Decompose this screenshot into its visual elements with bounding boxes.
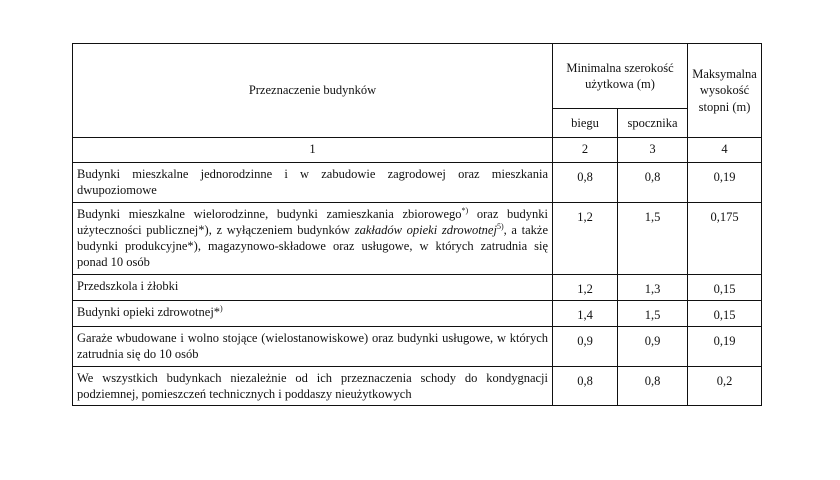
cell-step-height: 0,175 bbox=[688, 202, 762, 274]
row-description bbox=[73, 163, 553, 203]
description-text: We wszystkich budynkach niezależnie od ich przeznaczenia schody do kondygnacji podziemnej, pomieszczeń technicznych i poddaszy nieużytkowych bbox=[77, 370, 548, 401]
table-row bbox=[73, 274, 762, 300]
cell-step-height: 0,19 bbox=[688, 163, 762, 203]
table-body bbox=[73, 163, 762, 406]
footnote-ref: ) bbox=[220, 303, 223, 313]
column-number: 4 bbox=[688, 138, 762, 163]
description-text: Budynki opieki zdrowotnej* bbox=[77, 304, 221, 319]
column-numbers-row bbox=[73, 138, 762, 163]
header-flight: biegu bbox=[553, 109, 618, 138]
table-row bbox=[73, 300, 762, 326]
row-description bbox=[73, 202, 553, 274]
description-text: Garaże wbudowane i wolno stojące (wielostanowiskowe) oraz budynki usługowe, w których zatrudnia się do 10 osób bbox=[77, 331, 548, 362]
row-description bbox=[73, 327, 553, 367]
cell-step-height: 0,15 bbox=[688, 274, 762, 300]
cell-landing-width: 1,5 bbox=[618, 300, 688, 326]
column-number: 3 bbox=[618, 138, 688, 163]
cell-flight-width: 0,8 bbox=[553, 366, 618, 406]
cell-step-height: 0,19 bbox=[688, 327, 762, 367]
table-row bbox=[73, 202, 762, 274]
header-purpose: Przeznaczenie budynków bbox=[73, 44, 553, 138]
description-text: Przedszkola i żłobki bbox=[77, 278, 179, 293]
header-max-height: Maksymalna wysokość stopni (m) bbox=[688, 44, 762, 138]
table-row bbox=[73, 327, 762, 367]
cell-step-height: 0,15 bbox=[688, 300, 762, 326]
column-number: 2 bbox=[553, 138, 618, 163]
cell-landing-width: 0,9 bbox=[618, 327, 688, 367]
cell-landing-width: 0,8 bbox=[618, 163, 688, 203]
cell-flight-width: 0,9 bbox=[553, 327, 618, 367]
row-description bbox=[73, 274, 553, 300]
table-row bbox=[73, 163, 762, 203]
description-text: zakładów opieki zdrowotnej bbox=[354, 222, 497, 237]
cell-landing-width: 0,8 bbox=[618, 366, 688, 406]
header-landing: spocznika bbox=[618, 109, 688, 138]
stairs-requirements-table bbox=[72, 43, 762, 406]
description-text: , a także budynki produkcyjne*), magazynowo-składowe oraz usługowe, w których zatrudnia się ponad 10 osób bbox=[77, 222, 548, 270]
cell-flight-width: 0,8 bbox=[553, 163, 618, 203]
cell-landing-width: 1,5 bbox=[618, 202, 688, 274]
cell-flight-width: 1,2 bbox=[553, 202, 618, 274]
description-text: Budynki mieszkalne wielorodzinne, budynki zamieszkania zbiorowego bbox=[77, 206, 462, 221]
cell-landing-width: 1,3 bbox=[618, 274, 688, 300]
description-text: oraz budynki użyteczności publicznej*), z wyłączeniem budynków bbox=[77, 206, 549, 237]
header-row-top bbox=[73, 44, 762, 109]
cell-flight-width: 1,2 bbox=[553, 274, 618, 300]
cell-step-height: 0,2 bbox=[688, 366, 762, 406]
row-description bbox=[73, 300, 553, 326]
description-text: Budynki mieszkalne jednorodzinne i w zabudowie zagrodowej oraz mieszkania dwupoziomowe bbox=[77, 167, 548, 198]
row-description bbox=[73, 366, 553, 406]
header-min-width: Minimalna szerokość użytkowa (m) bbox=[553, 44, 688, 109]
footnote-ref: 5) bbox=[496, 221, 504, 231]
footnote-ref: *) bbox=[461, 205, 469, 215]
cell-flight-width: 1,4 bbox=[553, 300, 618, 326]
column-number: 1 bbox=[73, 138, 553, 163]
table-row bbox=[73, 366, 762, 406]
